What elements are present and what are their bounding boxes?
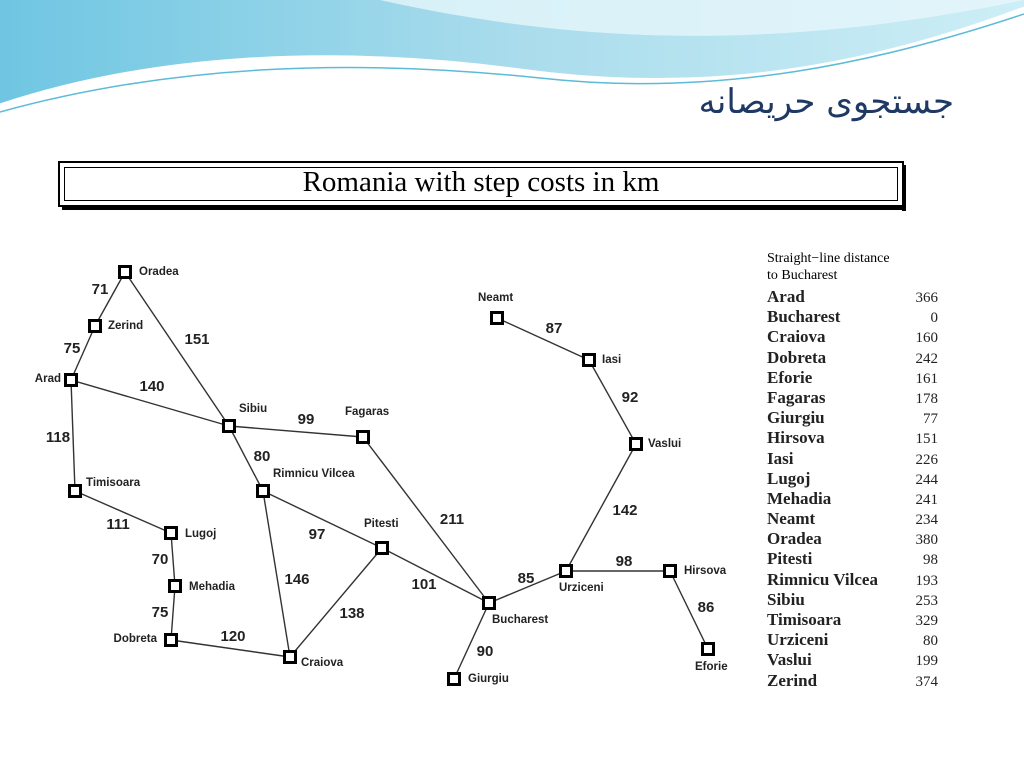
sld-row xyxy=(767,368,942,388)
sld-distance-value: 234 xyxy=(915,512,938,529)
sld-city-name: Timisoara xyxy=(767,610,842,629)
sld-distance-value: 253 xyxy=(915,592,938,609)
city-label-lugoj: Lugoj xyxy=(185,528,217,540)
sld-row xyxy=(767,610,942,630)
sld-city-name: Neamt xyxy=(767,509,816,529)
sld-city-name: Craiova xyxy=(767,327,826,347)
city-node-iasi xyxy=(584,355,595,366)
city-node-timisoara xyxy=(70,486,81,497)
edge-cost-label: 140 xyxy=(139,378,165,395)
edge-cost-label: 87 xyxy=(545,320,563,337)
city-node-zerind xyxy=(90,321,101,332)
sld-city-name: Iasi xyxy=(767,448,794,468)
city-label-eforie: Eforie xyxy=(695,661,728,673)
sld-distance-value: 241 xyxy=(915,491,938,508)
sld-city-name: Bucharest xyxy=(767,307,841,327)
city-node-dobreta xyxy=(166,635,177,646)
city-label-vaslui: Vaslui xyxy=(648,438,682,450)
sld-distance-value: 244 xyxy=(915,471,938,488)
sld-city-name: Zerind xyxy=(767,670,818,690)
city-node-giurgiu xyxy=(449,674,460,685)
sld-distance-value: 0 xyxy=(930,310,938,327)
edge-cost-label: 80 xyxy=(253,448,271,465)
sld-row xyxy=(767,428,942,448)
edge-cost-label: 142 xyxy=(612,502,638,519)
sld-city-name: Dobreta xyxy=(767,347,827,367)
edge-oradea-sibiu xyxy=(125,272,229,426)
sld-city-name: Sibiu xyxy=(767,589,805,609)
sld-row xyxy=(767,307,942,327)
city-label-pitesti: Pitesti xyxy=(364,518,399,530)
sld-row xyxy=(767,549,942,569)
sld-row xyxy=(767,348,942,368)
sld-city-name: Lugoj xyxy=(767,468,811,488)
city-node-eforie xyxy=(703,644,714,655)
edge-cost-label: 71 xyxy=(91,281,109,298)
city-node-bucharest xyxy=(484,598,495,609)
sld-row xyxy=(767,529,942,549)
edge-cost-label: 75 xyxy=(63,340,81,357)
sld-row xyxy=(767,489,942,509)
edge-arad-timisoara xyxy=(71,380,75,491)
edge-cost-label: 98 xyxy=(615,553,633,570)
city-label-dobreta: Dobreta xyxy=(113,633,157,645)
sld-header-line1: Straight−line distance xyxy=(767,251,890,266)
sld-city-name: Rimnicu Vilcea xyxy=(767,569,878,589)
edge-cost-label: 97 xyxy=(308,526,326,543)
sld-distance-value: 366 xyxy=(915,290,938,306)
sld-city-name: Urziceni xyxy=(767,630,829,650)
sld-row xyxy=(767,287,942,307)
sld-row xyxy=(767,630,942,650)
banner-shadow-bottom xyxy=(62,207,906,210)
sld-row xyxy=(767,509,942,529)
sld-city-name: Giurgiu xyxy=(767,408,825,428)
sld-distance-value: 160 xyxy=(915,330,938,347)
sld-distance-value: 161 xyxy=(915,370,938,387)
sld-city-name: Arad xyxy=(767,287,805,306)
city-node-mehadia xyxy=(170,581,181,592)
edge-cost-label: 92 xyxy=(621,389,639,406)
city-label-arad: Arad xyxy=(34,373,61,385)
sld-distance-value: 242 xyxy=(915,350,938,367)
city-label-bucharest: Bucharest xyxy=(492,614,549,626)
sld-distance-value: 178 xyxy=(915,390,938,407)
city-label-iasi: Iasi xyxy=(602,354,622,366)
sld-distance-value: 98 xyxy=(923,552,938,569)
edge-cost-label: 85 xyxy=(517,570,535,587)
edge-cost-label: 99 xyxy=(297,411,315,428)
city-label-neamt: Neamt xyxy=(478,292,514,304)
city-node-fagaras xyxy=(358,432,369,443)
sld-row xyxy=(767,570,942,590)
city-label-sibiu: Sibiu xyxy=(239,403,268,415)
sld-row xyxy=(767,671,942,691)
city-node-vaslui xyxy=(631,439,642,450)
sld-row xyxy=(767,408,942,428)
edge-cost-label: 138 xyxy=(339,605,365,622)
city-label-timisoara: Timisoara xyxy=(86,477,141,489)
sld-row xyxy=(767,469,942,489)
city-label-mehadia: Mehadia xyxy=(189,581,236,593)
edge-cost-label: 211 xyxy=(439,511,465,528)
city-node-sibiu xyxy=(224,421,235,432)
romania-map xyxy=(0,230,760,700)
sld-row xyxy=(767,590,942,610)
city-node-arad xyxy=(66,375,77,386)
edge-craiova-pitesti xyxy=(290,548,382,657)
edge-lugoj-mehadia xyxy=(171,533,175,586)
city-node-oradea xyxy=(120,267,131,278)
city-label-zerind: Zerind xyxy=(108,320,144,332)
edge-mehadia-dobreta xyxy=(171,586,175,640)
edge-cost-label: 146 xyxy=(284,571,310,588)
sld-distance-value: 77 xyxy=(923,411,938,428)
sld-table xyxy=(767,287,942,691)
sld-distance-value: 329 xyxy=(915,613,938,629)
city-label-oradea: Oradea xyxy=(139,266,179,278)
sld-row xyxy=(767,650,942,670)
sld-city-name: Eforie xyxy=(767,367,813,387)
sld-city-name: Vaslui xyxy=(767,650,812,670)
edge-cost-label: 75 xyxy=(151,604,169,621)
slide-title: جستجوی حریصانه xyxy=(698,82,954,122)
city-label-fagaras: Fagaras xyxy=(345,406,390,418)
city-label-urziceni: Urziceni xyxy=(559,582,604,594)
edge-cost-label: 90 xyxy=(476,643,494,660)
edge-cost-label: 70 xyxy=(151,551,169,568)
sld-row xyxy=(767,449,942,469)
map-nodes xyxy=(35,266,728,685)
map-edge-costs xyxy=(46,281,714,660)
city-node-lugoj xyxy=(166,528,177,539)
edge-bucharest-giurgiu xyxy=(454,603,489,679)
sld-city-name: Mehadia xyxy=(767,488,832,508)
sld-distance-value: 80 xyxy=(923,633,938,650)
edge-iasi-neamt xyxy=(497,318,589,360)
city-label-rimnicu: Rimnicu Vilcea xyxy=(273,468,355,480)
sld-distance-value: 380 xyxy=(915,532,938,549)
sld-row xyxy=(767,327,942,347)
city-label-giurgiu: Giurgiu xyxy=(468,673,509,685)
sld-header xyxy=(767,250,890,284)
city-node-hirsova xyxy=(665,566,676,577)
city-node-craiova xyxy=(285,652,296,663)
map-title-banner xyxy=(58,161,904,207)
sld-distance-value: 226 xyxy=(915,451,938,468)
city-label-craiova: Craiova xyxy=(301,657,344,669)
banner-title-text: Romania with step costs in km xyxy=(302,166,660,198)
sld-city-name: Fagaras xyxy=(767,387,826,407)
city-node-neamt xyxy=(492,313,503,324)
edge-cost-label: 151 xyxy=(184,331,210,348)
sld-distance-value: 151 xyxy=(915,431,938,448)
edge-cost-label: 118 xyxy=(45,429,71,446)
edge-cost-label: 86 xyxy=(697,599,715,616)
edge-sibiu-fagaras xyxy=(229,426,363,437)
sld-city-name: Oradea xyxy=(767,529,822,549)
edge-cost-label: 111 xyxy=(106,516,130,533)
sld-header-line2: to Bucharest xyxy=(767,268,838,283)
sld-city-name: Pitesti xyxy=(767,549,813,569)
sld-row xyxy=(767,388,942,408)
city-node-rimnicu xyxy=(258,486,269,497)
sld-distance-value: 374 xyxy=(915,673,938,690)
edge-cost-label: 120 xyxy=(220,628,246,645)
city-label-hirsova: Hirsova xyxy=(684,565,727,577)
edge-cost-label: 101 xyxy=(411,576,437,593)
sld-distance-value: 193 xyxy=(915,572,938,589)
city-node-pitesti xyxy=(377,543,388,554)
sld-city-name: Hirsova xyxy=(767,428,825,448)
sld-distance-value: 199 xyxy=(915,653,938,670)
city-node-urziceni xyxy=(561,566,572,577)
